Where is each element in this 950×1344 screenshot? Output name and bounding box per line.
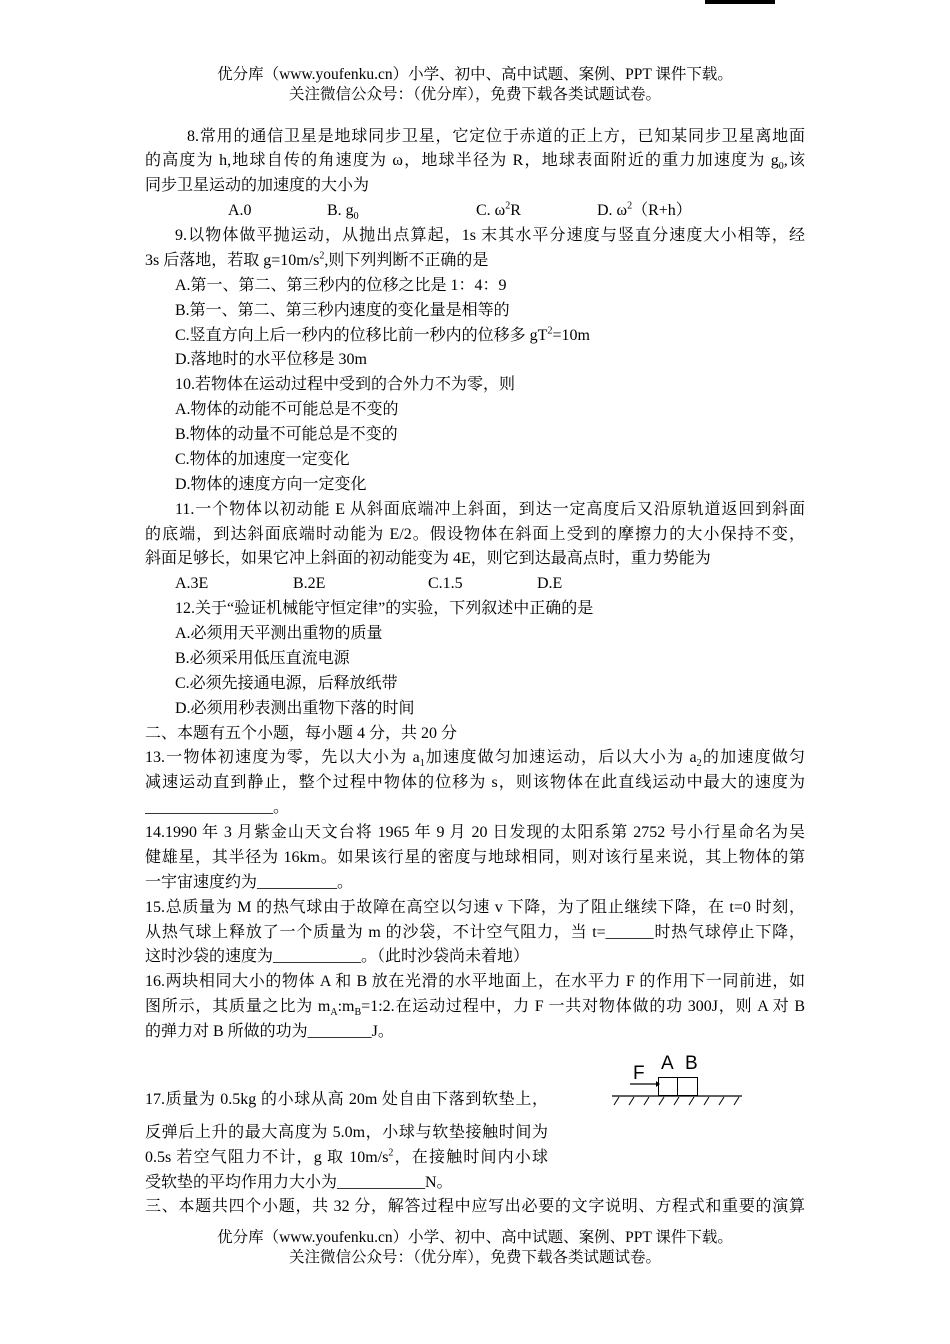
q13-line-1-mid: 加速度做匀加速运动，后以大小为 a [424, 749, 697, 767]
q8-option-c [476, 199, 521, 224]
hatch-mark [734, 1097, 739, 1105]
q11-option-d: D.E [537, 575, 563, 593]
q16-line-3: 的弹力对 B 所做的功为________J。 [145, 1023, 394, 1040]
q11-option-a: A.3E [175, 575, 209, 593]
q8-option-c-tail: R [510, 202, 521, 220]
q10-option-c: C.物体的加速度一定变化 [175, 450, 350, 468]
q9-option-b: B.第一、第二、第三秒内速度的变化量是相等的 [175, 301, 510, 319]
q8-option-b-sub: 0 [353, 211, 359, 223]
page-header [0, 65, 950, 105]
q9-option-a: A.第一、第二、第三秒内的位移之比是 1：4：9 [175, 276, 507, 294]
q8-option-d [597, 199, 692, 224]
q8-option-d-sup: 2 [627, 200, 633, 212]
q8-option-b [327, 199, 359, 224]
top-black-bar [705, 0, 775, 4]
q10-stem: 10.若物体在运动过程中受到的合外力不为零，则 [175, 376, 516, 394]
q16-line-1: 16.两块相同大小的物体 A 和 B 放在光滑的水平地面上，在水平力 F 的作用下一同前进，如 [145, 973, 805, 991]
hatch-mark [689, 1097, 694, 1105]
q8-option-d-tail: （R+h） [632, 202, 692, 220]
q15-line-2: 从热气球上释放了一个质量为 m 的沙袋，不计空气阻力，当 t=______时热气球停止下降， [145, 923, 805, 941]
q12-option-c: C.必须先接通电源，后释放纸带 [175, 674, 398, 692]
q9-line-2 [145, 249, 805, 274]
q16-line-2-sub-a: A [330, 1007, 338, 1019]
q12-option-d: D.必须用秒表测出重物下落的时间 [175, 699, 415, 717]
q9-option-c-sup: 2 [547, 325, 553, 337]
hatch-mark [674, 1097, 679, 1105]
q9-line-2-text: 3s 后落地，若取 g=10m/s [145, 251, 320, 269]
page-footer [0, 1228, 950, 1267]
block-a [659, 1078, 678, 1096]
q11-option-c: C.1.5 [428, 575, 463, 593]
hatch-mark [719, 1097, 724, 1105]
q9-option-c-text: C.竖直方向上后一秒内的位移比前一秒内的位移多 gT [175, 326, 548, 344]
q8-line-3: 同步卫星运动的加速度的大小为 [145, 177, 370, 195]
q17-line-4: 受软垫的平均作用力大小为___________N。 [145, 1174, 453, 1192]
section-3-block [145, 1195, 805, 1220]
q14-line-2: 健雄星，其半径为 16km。如果该行星的密度与地球相同，则对该行星来说，其上物体的第 [145, 848, 805, 866]
q13-line-1-text: 13.一物体初速度为零，先以大小为 a [145, 749, 420, 767]
q16-line-2-tail: =1:2.在运动过程中，力 F 一共对物体做的功 300J，则 A 对 B [361, 998, 805, 1016]
q14-line-3: 一宇宙速度约为__________。 [145, 873, 354, 891]
q16-figure [600, 1045, 750, 1115]
q17-line-2: 反弹后上升的最大高度为 5.0m，小球与软垫接触时间为 [145, 1124, 548, 1142]
q16-line-2-mid: :m [337, 998, 355, 1016]
block-b [678, 1078, 698, 1096]
q14-line-1: 14.1990 年 3 月紫金山天文台将 1965 年 9 月 20 日发现的太阳系第 2752 号小行星命名为吴 [145, 824, 805, 841]
q17-line-3 [145, 1146, 548, 1171]
ground-hatching [614, 1097, 739, 1105]
q8-line-2-tail: ,该 [783, 152, 805, 170]
q8-line-1: 8.常用的通信卫星是地球同步卫星，它定位于赤道的正上方，已知某同步卫星离地面 [187, 127, 805, 145]
q8-options [145, 199, 805, 224]
block-b-label: B [685, 1053, 698, 1074]
q8-option-d-text: D. ω [597, 202, 628, 220]
q10-option-a: A.物体的动能不可能总是不变的 [175, 401, 399, 419]
q13-line-1 [145, 746, 805, 771]
q15-line-3: 这时沙袋的速度为___________。（此时沙袋尚未着地） [145, 948, 530, 966]
q17-line-1: 17.质量为 0.5kg 的小球从高 20m 处自由下落到软垫上， [145, 1090, 548, 1108]
hatch-mark [614, 1097, 619, 1105]
q8-line-2-sub: 0 [778, 161, 784, 173]
section-3-heading: 三、本题共四个小题，共 32 分，解答过程中应写出必要的文字说明、方程式和重要的演算 [145, 1197, 805, 1215]
q13-line-1-sub-1: 1 [419, 758, 425, 770]
q13-line-2: 减速运动直到静止，整个过程中物体的位移为 s，则该物体在此直线运动中最大的速度为 [145, 774, 805, 792]
q9-line-2-sup: 2 [319, 250, 325, 262]
q16-line-2 [145, 995, 805, 1020]
header-line-1: 优分库（www.youfenku.cn）小学、初中、高中试题、案例、PPT 课件下载。 [217, 66, 733, 83]
q13-line-1-sub-2: 2 [696, 758, 702, 770]
header-line-2: 关注微信公众号：（优分库），免费下载各类试题试卷。 [288, 86, 661, 103]
q15-line-1: 15.总质量为 M 的热气球由于故障在高空以匀速 v 下降，为了阻止继续下降，在 t=0 时刻， [145, 898, 805, 916]
q11-options [145, 572, 805, 597]
q11-option-b: B.2E [293, 575, 326, 593]
block-a-label: A [661, 1053, 674, 1074]
q17-block [145, 1088, 548, 1197]
force-label: F [633, 1063, 645, 1084]
q17-line-3-sup: 2 [388, 1147, 394, 1159]
q17-line-3-text: 0.5s 若空气阻力不计，g 取 10m/s [145, 1149, 389, 1167]
q12-option-a: A.必须用天平测出重物的质量 [175, 625, 383, 642]
q9-option-d: D.落地时的水平位移是 30m [175, 351, 368, 369]
hatch-mark [659, 1097, 664, 1105]
q13-line-1-tail: 的加速度做匀 [701, 749, 805, 767]
q12-option-b: B.必须采用低压直流电源 [175, 649, 350, 667]
hatch-mark [704, 1097, 709, 1105]
q9-line-2-tail: ,则下列判断不正确的是 [324, 251, 489, 269]
q16-line-2-text: 图所示，其质量之比为 m [145, 998, 331, 1016]
footer-line-2: 关注微信公众号：（优分库），免费下载各类试题试卷。 [288, 1248, 661, 1266]
hatch-mark [629, 1097, 634, 1105]
q17-line-3-tail: ，在接触时间内小球 [393, 1149, 548, 1167]
q9-option-c-tail: =10m [552, 326, 590, 344]
q8-option-c-text: C. ω [476, 202, 506, 220]
hatch-mark [644, 1097, 649, 1105]
q10-option-b: B.物体的动量不可能总是不变的 [175, 426, 398, 443]
footer-line-1: 优分库（www.youfenku.cn）小学、初中、高中试题、案例、PPT 课件下载。 [217, 1229, 733, 1246]
q10-option-d: D.物体的速度方向一定变化 [175, 475, 367, 493]
exam-body [145, 125, 805, 1045]
q9-line-1: 9.以物体做平抛运动，从抛出点算起，1s 末其水平分速度与竖直分速度大小相等，经 [175, 227, 805, 244]
q11-line-2: 的底端，到达斜面底端时动能为 E/2。假设物体在斜面上受到的摩擦力的大小保持不变， [145, 525, 805, 543]
q8-option-a: A.0 [228, 202, 252, 220]
q8-option-b-text: B. g [327, 202, 354, 220]
q11-line-1: 11.一个物体以初动能 E 从斜面底端冲上斜面，到达一定高度后又沿原轨道返回到斜面 [175, 500, 805, 518]
q8-option-c-sup: 2 [505, 200, 511, 212]
q8-line-2 [145, 149, 805, 174]
q11-line-3: 斜面足够长，如果它冲上斜面的初动能变为 4E，则它到达最高点时，重力势能为 [145, 550, 711, 568]
q9-option-c [145, 324, 805, 349]
q16-line-2-sub-b: B [354, 1007, 362, 1019]
q8-line-2-text: 的高度为 h,地球自传的角速度为 ω，地球半径为 R，地球表面附近的重力加速度为 g [145, 152, 779, 170]
q13-answer-blank: ________________。 [145, 799, 290, 817]
section-2-heading: 二、本题有五个小题，每小题 4 分，共 20 分 [145, 724, 458, 742]
q12-stem: 12.关于“验证机械能守恒定律”的实验，下列叙述中正确的是 [175, 600, 594, 618]
